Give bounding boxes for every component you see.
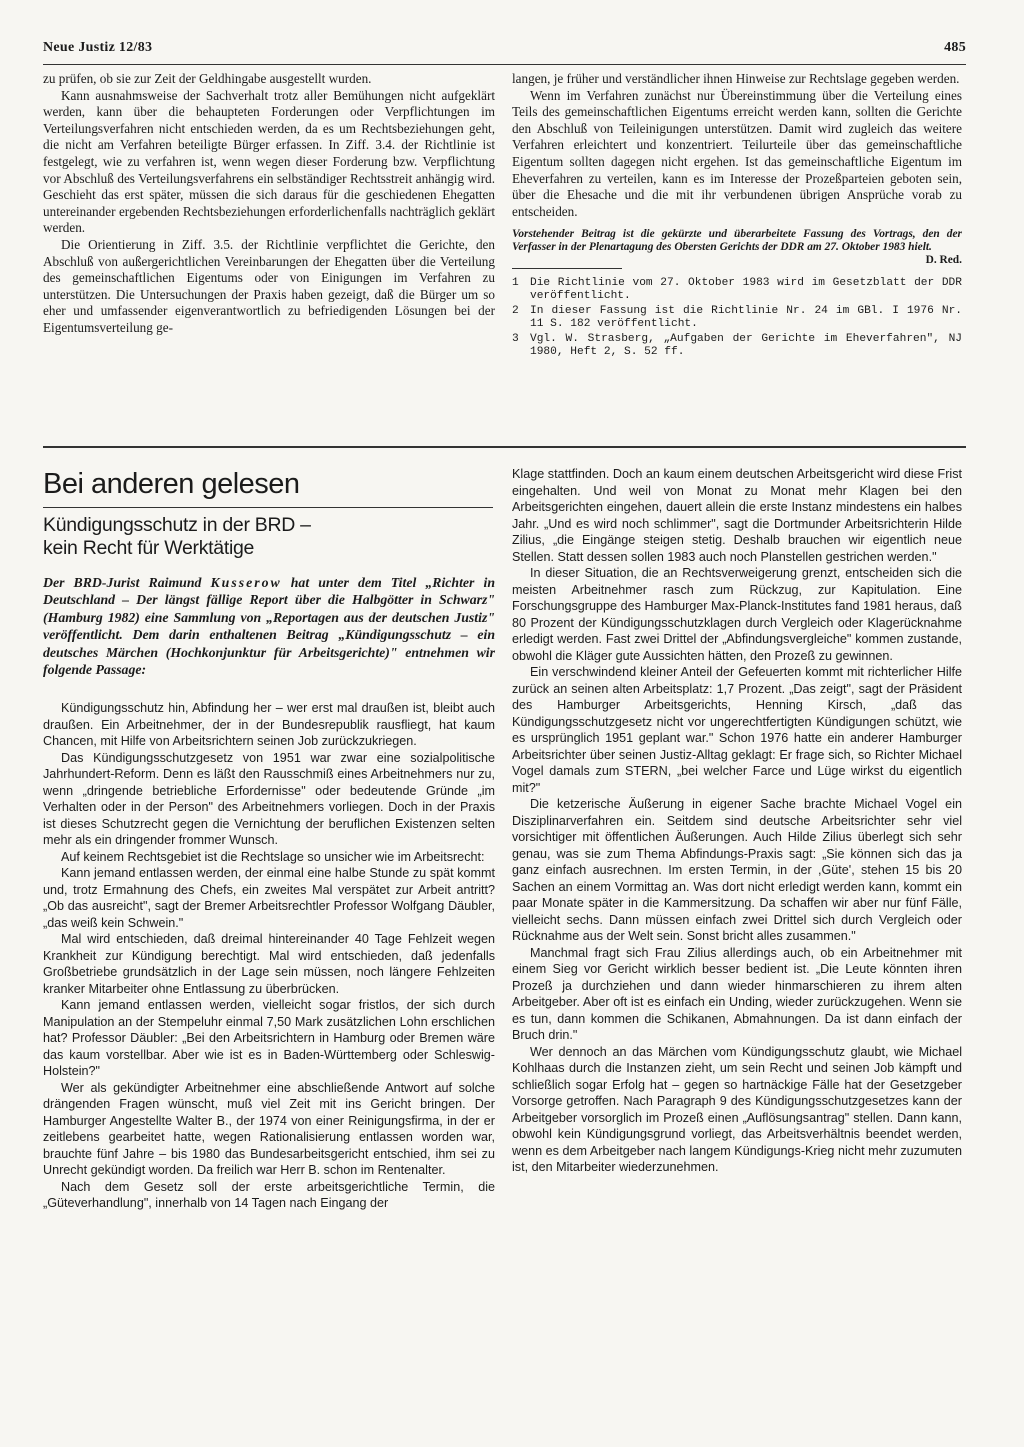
column-top-right: [512, 71, 962, 361]
column-top-left: [43, 71, 495, 337]
paragraph: Wer als gekündigter Arbeitnehmer eine abschließende Antwort auf solche drängenden Fragen wünscht, muß viel Zeit mit ins Gericht bringen. Der Hamburger Angestellte Walter B., der 1974 von einer Reinigungsfirma, in der er zeitlebens gearbeitet hatte, wegen Rationalisierung entlassen worden war, brauchte fünf Jahre – bis 1980 das Bundesarbeitsgericht entschied, ihm sei zu Unrecht gekündigt worden. Da freilich war Herr B. schon im Rentenalter.: [43, 1080, 495, 1177]
journal-issue: Neue Justiz 12/83: [43, 40, 153, 55]
paragraph: zu prüfen, ob sie zur Zeit der Geldhingabe ausgestellt wurden.: [43, 71, 372, 86]
running-head: [43, 40, 966, 62]
intro-text: hat unter dem Titel „Richter in Deutschland – Der längst fällige Report über die Halbgötter in Schwarz" (Hamburg 1982) eine Sammlung von „Reportagen aus der deutschen Justiz" veröffentlicht. Dem darin enthaltenen Beitrag „Kündigungsschutz – ein deutsches Märchen (Hochkonjunktur für Arbeitsgerichte)" entnehmen wir folgende Passage:: [43, 575, 495, 678]
footnote-number: 2: [512, 305, 519, 318]
footnote-rule: [512, 268, 622, 269]
intro-author-name: Kusserow: [210, 575, 282, 590]
paragraph: Das Kündigungsschutzgesetz von 1951 war zwar eine sozialpolitische Jahrhundert-Reform. Denn es läßt den Rausschmiß eines Arbeitnehmers nur zu, wenn „dringende betriebliche Erfordernisse" oder bedeutende Gründe „im Verhalten oder in der Person" des Arbeitnehmers vorliegen. Doch in der Praxis ist dieses Schutzrecht gegen die Vernichtung der beruflichen Existenzen selten mehr als ein dringender frommer Wunsch.: [43, 750, 495, 847]
paragraph: Ein verschwindend kleiner Anteil der Gefeuerten kommt mit richterlicher Hilfe zurück an seinen alten Arbeitsplatz: 1,7 Prozent. „Das zeigt", sagt der Präsident des Hamburger Arbeitsgerichts, Henning Kirsch, „daß das Kündigungsschutzgesetz nicht vor ungerechtfertigten Kündigungen schützt, wie es ursprünglich 1951 geplant war." Schon 1976 hatte ein anderer Hamburger Arbeitsrichter über seinen Justiz-Alltag geklagt: Er frage sich, so Richter Michael Vogel damals zum STERN, „bei welcher Farce und Lüge wirkst du eigentlich mit?": [512, 665, 962, 795]
footnote-text: Die Richtlinie vom 27. Oktober 1983 wird im Gesetzblatt der DDR veröffentlicht.: [530, 277, 962, 303]
intro-text: Der BRD-Jurist Raimund: [43, 575, 211, 590]
editor-note: [512, 228, 962, 267]
paragraph: Nach dem Gesetz soll der erste arbeitsgerichtliche Termin, die „Güteverhandlung", innerhalb von 14 Tagen nach Eingang der: [43, 1179, 495, 1210]
footnote-text: In dieser Fassung ist die Richtlinie Nr. 24 im GBl. I 1976 Nr. 11 S. 182 veröffentlicht.: [530, 305, 962, 331]
column-bottom-right: [512, 466, 962, 1176]
paragraph: Auf keinem Rechtsgebiet ist die Rechtslage so unsicher wie im Arbeitsrecht:: [61, 849, 485, 864]
footnotes: [512, 277, 962, 359]
paragraph: Klage stattfinden. Doch an kaum einem deutschen Arbeitsgericht wird diese Frist eingehalten. Und weil von Monat zu Monat mehr Klagen bei den Arbeitsgerichten eingehen, dauert allein die erste Instanz mindestens ein halbes Jahr. „Und es wird noch schlimmer", sagt die Dortmunder Arbeitsrichterin Hilde Zilius, „die Eingänge steigen stetig. Deshalb brauchen wir eigentlich neue Stellen. Statt dessen sollen 1983 auch noch Planstellen gestrichen werden.": [512, 467, 962, 564]
section-title: Bei anderen gelesen: [43, 467, 493, 508]
section-divider: [43, 446, 966, 448]
paragraph: Die ketzerische Äußerung in eigener Sache brachte Michael Vogel ein Disziplinarverfahren ein. Seitdem sind deutsche Arbeitsrichter sehr viel vorsichtiger mit öffentlichen Äußerungen. Auch Hilde Zilius überlegt sich sehr genau, was sie zum Thema Abfindungs-Praxis sagt: „Sie können sich das ja ganz einfach ausrechnen. Im ersten Termin, in der ,Güte', stehen 15 bis 20 Sachen an einem Vormittag an. Was dort nicht erledigt werden kann, kommt ein paar Monate später in die Kammersitzung. Da schaffen wir aber nur fünf Fälle, vielleicht sechs. Dann müssen einfach zwei Drittel sich durch Vergleich oder Rücknahme aus der Welt sein. Sonst bricht alles zusammen.": [512, 797, 962, 943]
header-rule: [43, 64, 966, 65]
article-title-line: kein Recht für Werktätige: [43, 537, 255, 559]
paragraph: langen, je früher und verständlicher ihnen Hinweise zur Rechtslage gegeben werden.: [512, 71, 960, 86]
paragraph: Wer dennoch an das Märchen vom Kündigungsschutz glaubt, wie Michael Kohlhaas durch die Instanzen zieht, um sein Recht und seinen Job kämpft und schließlich sogar Erfolg hat – gegen so hartnäckige Fälle hat der Gesetzgeber Vorsorge getroffen. Nach Paragraph 9 des Kündigungsschutzgesetzes kann der Arbeitgeber vorsorglich im Prozeß einen „Auflösungsantrag" stellen. Dann kann, obwohl kein Kündigungsgrund vorliegt, das Arbeitsverhältnis beendet werden, wenn es dem Arbeitgeber nach langem Kündigungs-Krieg nicht mehr zuzumuten ist, den Mitarbeiter wiederzunehmen.: [512, 1044, 962, 1174]
footnote-number: 1: [512, 277, 519, 290]
article-intro: [43, 574, 495, 678]
article-title-line: Kündigungsschutz in der BRD –: [43, 514, 311, 536]
footnote: [512, 277, 962, 303]
paragraph: Kann jemand entlassen werden, vielleicht sogar fristlos, der sich durch Manipulation an der Stempeluhr einmal 7,50 Mark zusätzlichen Lohn erschlichen hat? Professor Däubler: „Bei den Arbeitsrichtern in Hamburg oder Bremen wäre das kaum vorstellbar. Aber wie ist es in Baden-Württemberg oder Schleswig-Holstein?": [43, 998, 495, 1078]
article-title: [43, 514, 493, 560]
paragraph: Die Orientierung in Ziff. 3.5. der Richtlinie verpflichtet die Gerichte, den Abschluß von außergerichtlichen Vereinbarungen der Ehegatten über die Verteilung des gemeinschaftlichen Eigentums oder von Einigungen im Verfahren zu unterstützen. Die Untersuchungen der Praxis haben gezeigt, daß die Bürger um so eher und umfassender eigenverantwortlich zu befriedigenden Lösungen bei der Eigentumsverteilung ge-: [43, 236, 495, 335]
footnote: [512, 305, 962, 331]
paragraph: Kann ausnahmsweise der Sachverhalt trotz aller Bemühungen nicht aufgeklärt werden, kann über die behaupteten Forderungen oder Verpflichtungen im Verteilungsverfahren nicht entschieden werden, da es um Rechtsbeziehungen geht, die nicht am Verfahren beteiligte Bürger erfassen. In Ziff. 3.4. der Richtlinie ist festgelegt, wie zu verfahren ist, wenn wegen dieser Forderung bzw. Verpflichtung vor Abschluß des Verteilungsverfahrens ein selbständiger Rechtsstreit anhängig wird. Geschieht das erst später, müssen die sich daraus für die geschiedenen Ehegatten untereinander ergebenden Rechtsbeziehungen erforderlichenfalls nachträglich geklärt werden.: [43, 87, 495, 236]
paragraph: Mal wird entschieden, daß dreimal hintereinander 40 Tage Fehlzeit wegen Krankheit zur Kündigung berechtigt. Mal wird entschieden, daß jedenfalls Großbetriebe grundsätzlich in der Lage sein müssen, noch längere Fehlzeiten kranker Mitarbeiter ohne Entlassung zu überbrücken.: [43, 932, 495, 996]
editor-signature: D. Red.: [925, 254, 962, 267]
column-bottom-left: [43, 700, 495, 1212]
page-number: 485: [944, 40, 966, 55]
paragraph: Wenn im Verfahren zunächst nur Übereinstimmung über die Verteilung eines Teils des gemeinschaftlichen Eigentums erreicht werden kann, sollten die Gerichte den Abschluß von Teileinigungen unterstützen. Damit wird zugleich das weitere Verfahren erleichtert und konzentriert. Teilurteile über das gemeinschaftliche Eigentum sollten dagegen nicht ergehen. Ist das gemeinschaftliche Eigentum im Eheverfahren zu verteilen, kann es im Interesse der Prozeßparteien geboten sein, über die Ehesache und die mit ihr verbundenen übrigen Ansprüche vorab zu entscheiden.: [512, 87, 962, 219]
footnote-text: Vgl. W. Strasberg, „Aufgaben der Gerichte im Eheverfahren", NJ 1980, Heft 2, S. 52 ff.: [530, 333, 962, 359]
editor-note-text: Vorstehender Beitrag ist die gekürzte und überarbeitete Fassung des Vortrags, den der Verfasser in der Plenartagung des Obersten Gerichts der DDR am 27. Oktober 1983 hielt.: [512, 228, 962, 254]
paragraph: Kann jemand entlassen werden, der einmal eine halbe Stunde zu spät kommt und, trotz Ermahnung des Chefs, ein zweites Mal verspätet zur Arbeit antritt? „Ob das ausreicht", sagt der Bremer Arbeitsrechtler Professor Wolfgang Däubler, „das weiß kein Schwein.": [43, 866, 495, 930]
paragraph: Manchmal fragt sich Frau Zilius allerdings auch, ob ein Arbeitnehmer mit einem Sieg vor Gericht wirklich besser bedient ist. „Die Leute könnten ihren Prozeß ja durchziehen und dann wieder hinmarschieren zu ihrem alten Arbeitgeber. Aber oft ist es einfach ein Unding, wieder zurückzugehen. Wenn sie es tun, dann kommen die Schikanen, Abmahnungen. Da ist dann einfach der Bruch drin.": [512, 945, 962, 1042]
paragraph: In dieser Situation, die an Rechtsverweigerung grenzt, entscheiden sich die meisten Arbeitnehmer rasch zum Rückzug, zur Kapitulation. Eine Forschungsgruppe des Hamburger Max-Planck-Institutes fand 1981 heraus, daß 80 Prozent der Kündigungsschutzklagen durch Vergleich oder Klagerücknahme erledigt werden. Fast zwei Drittel der „Abfindungsvergleiche" kommen zustande, obwohl die Kläger gute Aussichten hätten, den Prozeß zu gewinnen.: [512, 566, 962, 663]
paragraph: Kündigungsschutz hin, Abfindung her – wer erst mal draußen ist, bleibt auch draußen. Ein Arbeitnehmer, der in der Bundesrepublik rausfliegt, hat kaum Chancen, mit Hilfe von Arbeitsrichtern seinen Job zurückzukriegen.: [43, 701, 495, 748]
footnote-number: 3: [512, 333, 519, 346]
footnote: [512, 333, 962, 359]
